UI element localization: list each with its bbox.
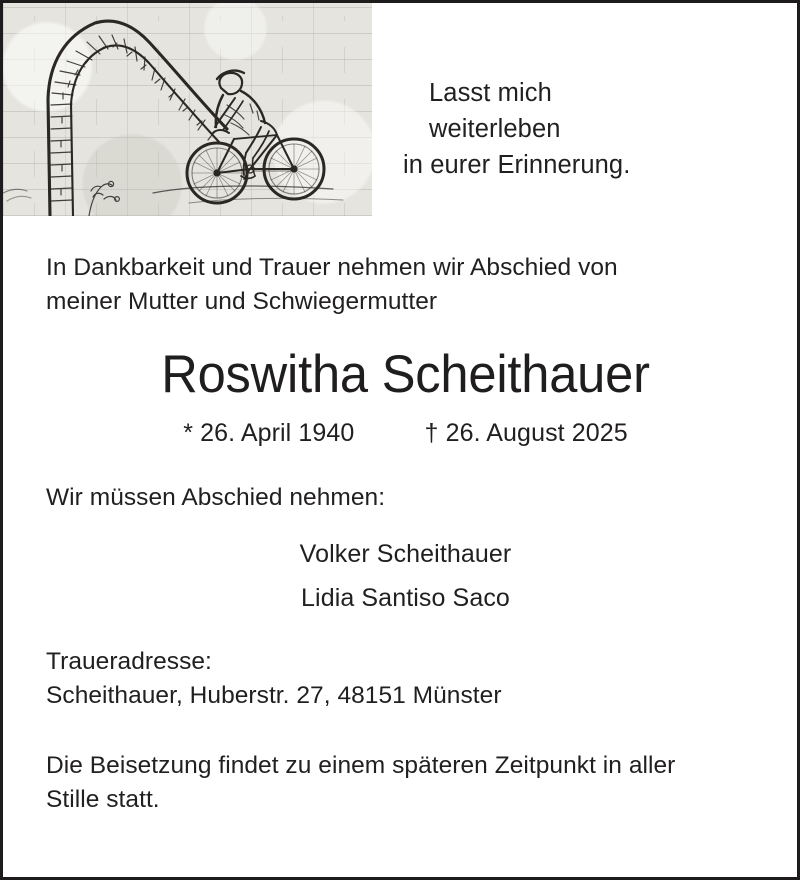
farewell-lead-text: Wir müssen Abschied nehmen: [46,484,386,511]
header-band [3,3,797,216]
memorial-quote [399,75,789,183]
quote-line-2: weiterleben [429,115,561,143]
birth-date: 26. April 1940 [200,419,355,447]
intro-line-2: meiner Mutter und Schwiegermutter [46,288,438,315]
archway-and-cyclist-sketch [3,3,372,216]
address-value: Scheithauer, Huberstr. 27, 48151 Münster [46,682,502,709]
funeral-note-line-1: Die Beisetzung findet zu einem späteren Zeitpunkt in aller [46,752,676,779]
mourner-name: Volker Scheithauer [299,540,512,568]
address-label: Traueradresse: [46,648,212,675]
condolence-address [46,645,765,713]
mourner-name: Lidia Santiso Saco [301,584,510,612]
introduction-paragraph [46,251,765,319]
death-date: 26. August 2025 [445,419,628,447]
quote-line-1: Lasst mich [429,79,552,107]
obituary-body [46,216,765,817]
death-symbol: † [424,419,439,447]
funeral-note-line-2: Stille statt. [46,786,160,813]
mourners-list [46,532,765,620]
birth-symbol: * [183,419,194,447]
intro-line-1: In Dankbarkeit und Trauer nehmen wir Abschied von [46,254,618,281]
cyclist-archway-illustration [3,3,372,216]
deceased-name: Roswitha Scheithauer [161,345,650,404]
life-dates [46,417,765,449]
funeral-note [46,749,762,817]
quote-line-3: in eurer Erinnerung. [403,151,631,179]
